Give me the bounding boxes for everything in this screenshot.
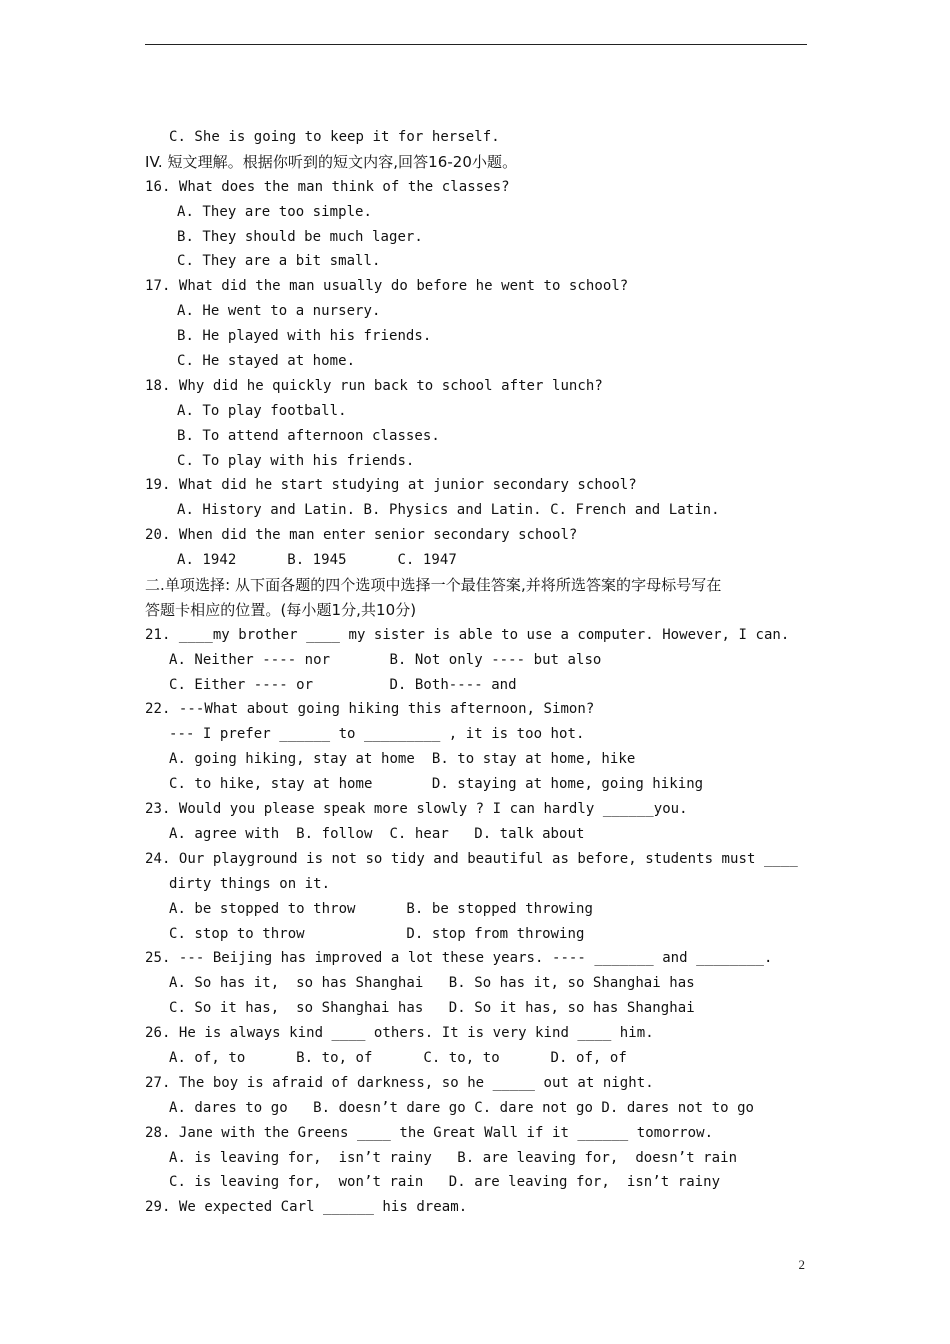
text-line: B. To attend afternoon classes.: [177, 427, 440, 444]
header-rule: [145, 44, 807, 45]
text-line: 16. What does the man think of the classes?: [145, 178, 510, 195]
text-line: A. They are too simple.: [177, 203, 373, 220]
text-line: 25. --- Beijing has improved a lot these years. ---- _______ and ________.: [145, 950, 773, 967]
text-line: A. So has it, so has Shanghai B. So has it, so Shanghai has: [169, 975, 695, 992]
text-line: A. dares to go B. doesn’t dare go C. dare not go D. dares not to go: [169, 1099, 755, 1116]
text-line: C. He stayed at home.: [177, 353, 356, 370]
text-line: 21. ____my brother ____ my sister is able to use a computer. However, I can.: [145, 626, 790, 643]
text-line: A. History and Latin. B. Physics and Latin. C. French and Latin.: [177, 502, 720, 519]
text-line: C. is leaving for, won’t rain D. are leaving for, isn’t rainy: [169, 1174, 721, 1191]
text-line: 二.单项选择: 从下面各题的四个选项中选择一个最佳答案,并将所选答案的字母标号写在: [145, 576, 722, 595]
text-line: A. going hiking, stay at home B. to stay at home, hike: [169, 751, 636, 768]
text-line: 17. What did the man usually do before he went to school?: [145, 278, 629, 295]
text-line: 22. ---What about going hiking this afternoon, Simon?: [145, 701, 595, 718]
text-line: IV. 短文理解。根据你听到的短文内容,回答16-20小题。: [145, 152, 518, 171]
text-line: C. stop to throw D. stop from throwing: [169, 925, 585, 942]
text-line: A. be stopped to throw B. be stopped throwing: [169, 900, 593, 917]
text-line: 23. Would you please speak more slowly ? I can hardly ______you.: [145, 801, 688, 818]
document-body: [145, 125, 807, 1220]
text-line: 19. What did he start studying at junior secondary school?: [145, 477, 637, 494]
text-line: A. To play football.: [177, 402, 347, 419]
text-line: B. He played with his friends.: [177, 328, 432, 345]
text-line: 27. The boy is afraid of darkness, so he _____ out at night.: [145, 1074, 654, 1091]
text-line: B. They should be much lager.: [177, 228, 423, 245]
text-line: C. To play with his friends.: [177, 452, 415, 469]
text-line: C. Either ---- or D. Both---- and: [169, 676, 517, 693]
text-line: 24. Our playground is not so tidy and beautiful as before, students must ____: [145, 850, 798, 867]
text-line: 20. When did the man enter senior secondary school?: [145, 527, 578, 544]
text-line: 18. Why did he quickly run back to school after lunch?: [145, 377, 603, 394]
text-line: A. He went to a nursery.: [177, 303, 381, 320]
page-number: 2: [798, 1257, 805, 1272]
text-line: dirty things on it.: [169, 875, 331, 892]
text-line: A. Neither ---- nor B. Not only ---- but also: [169, 651, 602, 668]
text-line: 28. Jane with the Greens ____ the Great Wall if it ______ tomorrow.: [145, 1124, 714, 1141]
text-line: C. So it has, so Shanghai has D. So it has, so has Shanghai: [169, 1000, 695, 1017]
text-line: A. of, to B. to, of C. to, to D. of, of: [169, 1049, 627, 1066]
text-line: 29. We expected Carl ______ his dream.: [145, 1199, 468, 1216]
text-line: --- I prefer ______ to _________ , it is too hot.: [169, 726, 585, 743]
text-line: 答题卡相应的位置。(每小题1分,共10分): [145, 600, 417, 619]
text-line: C. She is going to keep it for herself.: [169, 129, 500, 145]
text-line: A. 1942 B. 1945 C. 1947: [177, 552, 457, 569]
text-line: C. They are a bit small.: [177, 253, 381, 270]
text-line: 26. He is always kind ____ others. It is very kind ____ him.: [145, 1025, 654, 1042]
text-line: C. to hike, stay at home D. staying at home, going hiking: [169, 776, 704, 793]
text-line: A. agree with B. follow C. hear D. talk about: [169, 825, 585, 842]
text-line: A. is leaving for, isn’t rainy B. are leaving for, doesn’t rain: [169, 1149, 738, 1166]
